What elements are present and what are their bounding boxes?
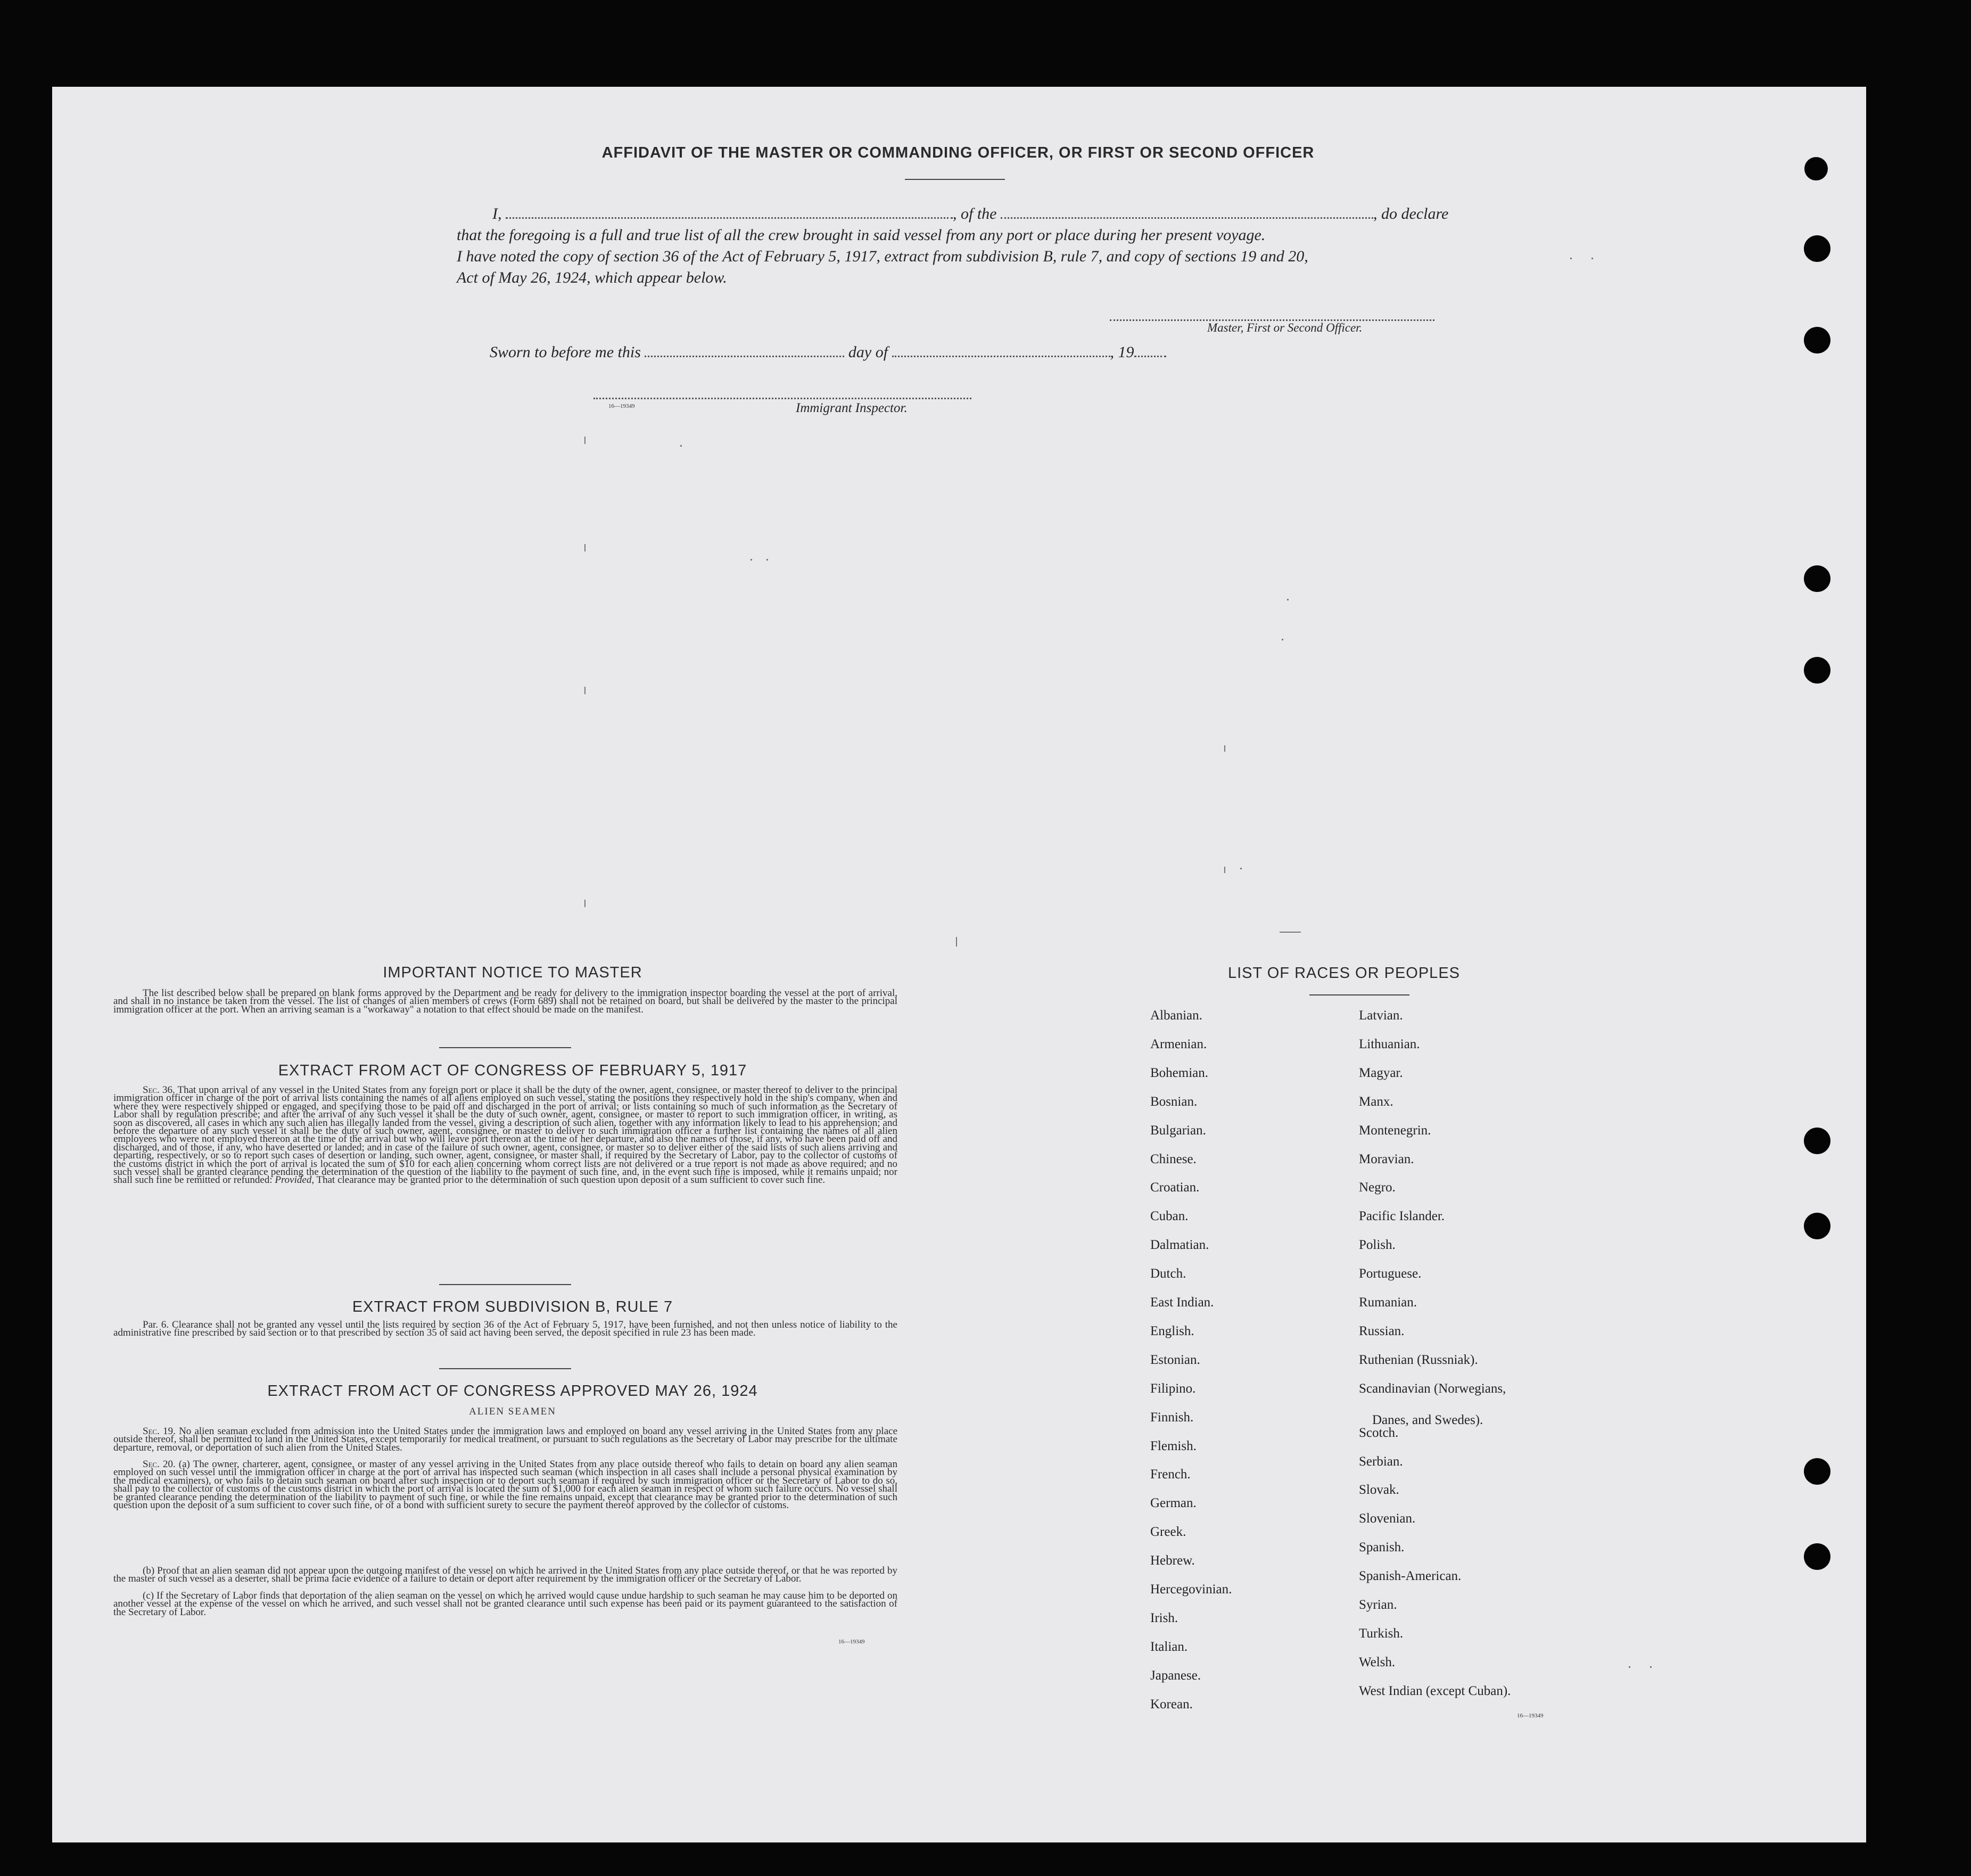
race-item: Dalmatian.	[1150, 1238, 1209, 1252]
race-item: Portuguese.	[1359, 1266, 1422, 1281]
form-number: 16—19349	[608, 403, 635, 409]
race-item: Chinese.	[1150, 1152, 1197, 1166]
notice-title: IMPORTANT NOTICE TO MASTER	[383, 964, 642, 981]
sec-19-text: No alien seaman excluded from admission into the United States under the immigration laws and employed on board any vessel arriving in the United States from any place outside thereof, shall be permitted to land in the United States, except temporarily for medical treatment, or pursuant to such regulations as the Secretary of Labor may prescribe for the ultimate departure, removal, or deportation of such alien from the United States.	[113, 1426, 897, 1453]
race-item: Serbian.	[1359, 1454, 1403, 1469]
race-item: Croatian.	[1150, 1180, 1200, 1195]
extract-1924-title: EXTRACT FROM ACT OF CONGRESS APPROVED MAY 26, 1924	[267, 1383, 758, 1400]
day-blank[interactable]	[645, 356, 844, 357]
races-divider	[1309, 994, 1409, 995]
race-item: Japanese.	[1150, 1668, 1201, 1683]
punch-hole	[1804, 1128, 1830, 1154]
race-item: Magyar.	[1359, 1066, 1403, 1080]
race-item: Slovak.	[1359, 1483, 1399, 1497]
sec-36-text: That upon arrival of any vessel in the United States from any foreign port or place it shall be the duty of the owner, agent, consignee, or master thereof to deliver to the principal immigration officer in charge of the port of arrival lists containing the names of all aliens employed on such vessel, stating the positions they respectively hold in the ship's company, when and where they were respectively shipped or engaged, and specifying those to be paid off and discharged in the port of arrival; or lists containing so much of such information as the Secretary of Labor shall by regulation prescribe; and after the arrival of any such vessel it shall be the duty of such owner, agent, consignee, or master to report to such immigration officer, in writing, as soon as discovered, all cases in which any such alien has illegally landed from the vessel, giving a description of such alien, together with any information likely to lead to his apprehension; and before the departure of any such vessel it shall be the duty of such owner, agent, consignee, or master to deliver to such immigration officer a further list containing the names of all alien employees who were not employed thereon at the time of the arrival but who will leave port thereon at the time of her departure, and also the names of those, if any, who have been paid off and discharged, and of those, if any, who have deserted or landed; and in case of the failure of such owner, agent, consignee, or master so to deliver either of the said lists of such aliens arriving and departing, respectively, or so to report such cases of desertion or landing, such owner, agent, consignee, or master shall, if required by the Secretary of Labor, pay to the collector of customs of the customs district in which the port of arrival is located the sum of $10 for each alien concerning whom correct lists are not delivered or a true report is not made as above required; and no such vessel shall be granted clearance pending the determination of the question of the liability to the payment of such fine, and, in the event such fine is imposed, while it remains unpaid; nor shall such fine be remitted or refunded:	[113, 1084, 897, 1186]
race-item: Ruthenian (Russniak).	[1359, 1353, 1478, 1367]
inspector-label: Immigrant Inspector.	[796, 401, 908, 415]
punch-hole	[1804, 327, 1830, 353]
race-item: Hebrew.	[1150, 1553, 1195, 1568]
race-item: Slovenian.	[1359, 1511, 1416, 1526]
extract-1917-title: EXTRACT FROM ACT OF CONGRESS OF FEBRUARY 5, 1917	[278, 1062, 747, 1079]
declaration-end: , do declare	[1373, 205, 1449, 223]
races-form-number: 16—19349	[1517, 1713, 1544, 1719]
proviso-word: Provided,	[275, 1174, 315, 1186]
declaration-line-1	[492, 205, 1448, 223]
declaration-line-4: Act of May 26, 1924, which appear below.	[457, 269, 727, 286]
sworn-line	[490, 343, 1166, 361]
race-item: Negro.	[1359, 1180, 1396, 1195]
race-item: Bulgarian.	[1150, 1123, 1206, 1138]
inspector-signature-line[interactable]	[593, 398, 971, 399]
race-item: Latvian.	[1359, 1008, 1403, 1023]
race-item: East Indian.	[1150, 1295, 1214, 1310]
title-divider	[905, 179, 1005, 180]
race-item: Moravian.	[1359, 1152, 1414, 1166]
race-item: Hercegovinian.	[1150, 1582, 1232, 1597]
race-item: Albanian.	[1150, 1008, 1202, 1023]
sec-36-label: Sec. 36.	[143, 1084, 175, 1096]
subdivision-body: Par. 6. Clearance shall not be granted any vessel until the lists required by section 36 of the Act of February 5, 1917, have been furnished, and not then unless notice of liability to the administrative fine prescribed by said section or to that prescribed by section 35 of said act having been served, the deposit specified in rule 23 has been made.	[113, 1319, 897, 1339]
race-item: Italian.	[1150, 1640, 1188, 1654]
race-item: French.	[1150, 1467, 1191, 1482]
sworn-label: Sworn to before me this	[490, 343, 641, 361]
punch-hole	[1804, 657, 1830, 684]
race-item: Bosnian.	[1150, 1095, 1198, 1109]
race-item: Scotch.	[1359, 1426, 1399, 1440]
notice-body: The list described below shall be prepared on blank forms approved by the Department and be ready for delivery to the immigration inspector boarding the vessel at the port of arrival, and shall in no instance be taken from the vessel. The list of changes of alien members of crews (Form 689) shall not be retained on board, but shall be delivered by the master to the principal immigration officer at the port. When an arriving seaman is a "workaway" a notation to that effect should be made on the manifest.	[113, 988, 897, 1015]
race-item: Irish.	[1150, 1611, 1178, 1625]
sec-19	[113, 1427, 897, 1452]
race-item: Russian.	[1359, 1324, 1405, 1338]
race-item: Turkish.	[1359, 1626, 1404, 1641]
extract-1917-body	[113, 1086, 897, 1184]
race-item: Spanish-American.	[1359, 1569, 1462, 1583]
races-title: LIST OF RACES OR PEOPLES	[1227, 965, 1461, 982]
race-item: Finnish.	[1150, 1410, 1194, 1425]
alien-seamen-subtitle: ALIEN SEAMEN	[469, 1406, 556, 1417]
extract-1917-divider	[439, 1284, 571, 1285]
race-item: Rumanian.	[1359, 1295, 1417, 1310]
subdivision-divider	[439, 1368, 571, 1369]
race-item: Welsh.	[1359, 1655, 1396, 1669]
sec-20c: (c) If the Secretary of Labor finds that deportation of the alien seaman on the vessel on which he arrived would cause undue hardship to such seaman he may cause him to be deported on another vessel at the expense of the vessel on which he arrived, and such vessel shall not be granted clearance until such expense has been paid or its payment guaranteed to the satisfaction of the Secretary of Labor.	[113, 1590, 897, 1618]
punch-hole	[1804, 565, 1830, 592]
name-blank[interactable]	[506, 217, 953, 219]
month-blank[interactable]	[892, 356, 1110, 357]
punch-hole	[1804, 157, 1828, 180]
notice-divider	[439, 1047, 571, 1048]
race-item: Filipino.	[1150, 1381, 1196, 1396]
race-item: Syrian.	[1359, 1598, 1397, 1612]
race-item: Pacific Islander.	[1359, 1209, 1445, 1223]
year-prefix: , 19	[1110, 343, 1134, 361]
sec-20a-text: (a) The owner, charterer, agent, consignee, or master of any vessel arriving in the United States from any place outside thereof who fails to detain on board any alien seaman employed on such vessel until the immigration officer in charge at the port of arrival has inspected such seaman (which inspection in all cases shall include a personal physical examination by the medical examiners), or who fails to detain such seaman on board after such inspection or to deport such seaman if required by such immigration officer or the Secretary of Labor to do so, shall pay to the collector of customs of the customs district in which the port of arrival is located the sum of $1,000 for each alien seaman in respect of whom such failure occurs. No vessel shall be granted clearance pending the determination of the liability to payment of such fine, or while the fine remains unpaid, except that clearance may be granted prior to the determination of such question upon the deposit of a sum sufficient to cover such fine, or of a bond with sufficient surety to secure the payment thereof approved by the collector of customs.	[113, 1459, 897, 1511]
affidavit-title: AFFIDAVIT OF THE MASTER OR COMMANDING OFFICER, OR FIRST OR SECOND OFFICER	[601, 144, 1315, 161]
race-item: Spanish.	[1359, 1540, 1405, 1554]
race-item: Armenian.	[1150, 1037, 1207, 1051]
race-item: Cuban.	[1150, 1209, 1189, 1223]
race-item: Greek.	[1150, 1525, 1186, 1539]
race-item: Montenegrin.	[1359, 1123, 1431, 1138]
punch-hole	[1804, 1458, 1830, 1485]
race-item: Flemish.	[1150, 1439, 1197, 1453]
punch-hole	[1804, 1543, 1830, 1570]
race-item: West Indian (except Cuban).	[1359, 1684, 1511, 1698]
race-item: Scandinavian (Norwegians,	[1359, 1381, 1506, 1396]
sec-20-label: Sec. 20.	[143, 1459, 176, 1470]
race-item: Polish.	[1359, 1238, 1396, 1252]
declaration-line-3: I have noted the copy of section 36 of the Act of February 5, 1917, extract from subdivision B, rule 7, and copy of sections 19 and 20,	[457, 248, 1308, 265]
sec-19-label: Sec. 19.	[143, 1426, 176, 1437]
vessel-blank[interactable]	[1001, 217, 1373, 219]
race-item: Manx.	[1359, 1095, 1393, 1109]
race-item: Bohemian.	[1150, 1066, 1209, 1080]
declaration-of: , of the	[953, 205, 997, 223]
declaration-i: I,	[492, 205, 502, 223]
race-item: Dutch.	[1150, 1266, 1186, 1281]
year-blank[interactable]	[1134, 356, 1166, 357]
subdivision-title: EXTRACT FROM SUBDIVISION B, RULE 7	[352, 1298, 673, 1315]
day-of-label: day of	[848, 343, 888, 361]
declaration-line-2: that the foregoing is a full and true list of all the crew brought in said vessel from any port or place during her present voyage.	[457, 226, 1266, 244]
extract-form-number: 16—19349	[838, 1639, 865, 1645]
race-item: German.	[1150, 1496, 1197, 1510]
punch-hole	[1804, 235, 1830, 262]
punch-hole	[1804, 1213, 1830, 1239]
sec-20b: (b) Proof that an alien seaman did not appear upon the outgoing manifest of the vessel on which he arrived in the United States from any place outside thereof, or that he was reported by the master of such vessel as a deserter, shall be prima facie evidence of a failure to detain or deport after requirement by the immigration officer or the Secretary of Labor.	[113, 1565, 897, 1585]
race-item: Danes, and Swedes).	[1372, 1413, 1483, 1427]
sec-20a	[113, 1460, 897, 1509]
race-item: Estonian.	[1150, 1353, 1200, 1367]
race-item: Lithuanian.	[1359, 1037, 1420, 1051]
master-label: Master, First or Second Officer.	[1207, 321, 1363, 334]
race-item: Korean.	[1150, 1697, 1193, 1712]
proviso-text: That clearance may be granted prior to the determination of such question upon deposit of a sum sufficient to cover such fine.	[316, 1174, 826, 1186]
race-item: English.	[1150, 1324, 1194, 1338]
